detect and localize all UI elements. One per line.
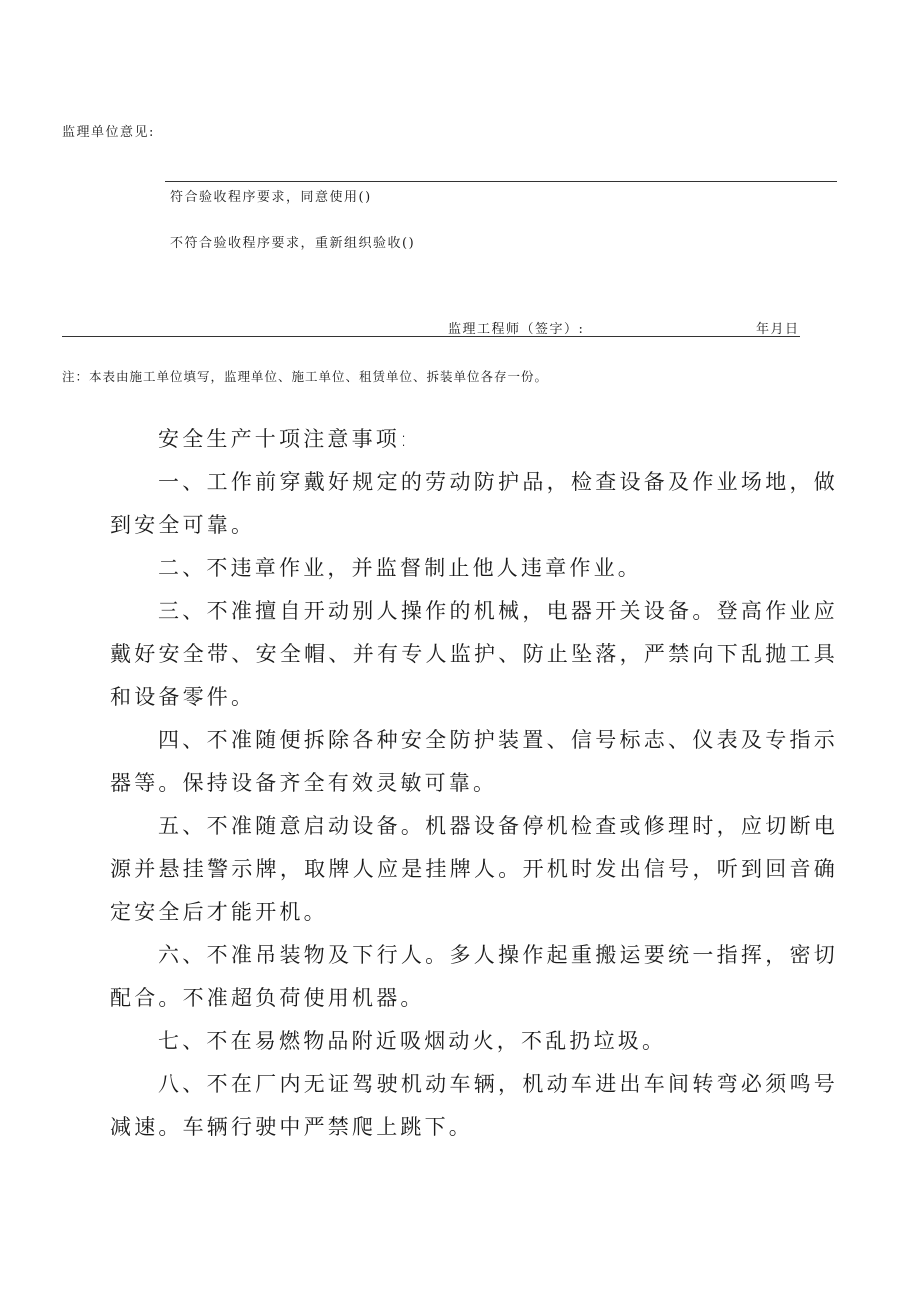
safety-item: 六、不准吊装物及下行人。多人操作起重搬运要统一指挥，密切配合。不准超负荷使用机器。: [110, 943, 838, 1010]
safety-item: 八、不在厂内无证驾驶机动车辆，机动车进出车间转弯必须鸣号减速。车辆行驶中严禁爬上跳下。: [110, 1072, 838, 1139]
safety-notice-title: 安全生产十项注意事项:: [158, 427, 411, 451]
safety-item: 一、工作前穿戴好规定的劳动防护品，检查设备及作业场地，做到安全可靠。: [110, 470, 838, 537]
top-divider: [165, 181, 837, 182]
safety-notice: [110, 418, 838, 1149]
safety-item: 三、不准擅自开动别人操作的机械，电器开关设备。登高作业应戴好安全带、安全帽、并有专人监护、防止坠落，严禁向下乱抛工具和设备零件。: [110, 599, 838, 709]
date-label: 年月日: [756, 322, 800, 337]
safety-item: 五、不准随意启动设备。机器设备停机检查或修理时，应切断电源并悬挂警示牌，取牌人应是挂牌人。开机时发出信号，听到回音确定安全后才能开机。: [110, 814, 838, 924]
safety-item: 四、不准随便拆除各种安全防护装置、信号标志、仪表及专指示器等。保持设备齐全有效灵敏可靠。: [110, 728, 838, 795]
engineer-signature-label: 监理工程师（签字）:: [448, 322, 585, 337]
form-note: 注：本表由施工单位填写，监理单位、施工单位、租赁单位、拆装单位各存一份。: [62, 369, 549, 384]
supervision-opinion-label: 监理单位意见:: [62, 125, 155, 140]
safety-item: 七、不在易燃物品附近吸烟动火，不乱扔垃圾。: [158, 1029, 667, 1053]
signature-divider: [62, 336, 800, 337]
option-agree: 符合验收程序要求，同意使用(): [170, 190, 372, 205]
safety-item: 二、不违章作业，并监督制止他人违章作业。: [158, 556, 642, 580]
option-reject: 不符合验收程序要求，重新组织验收(): [170, 236, 416, 251]
